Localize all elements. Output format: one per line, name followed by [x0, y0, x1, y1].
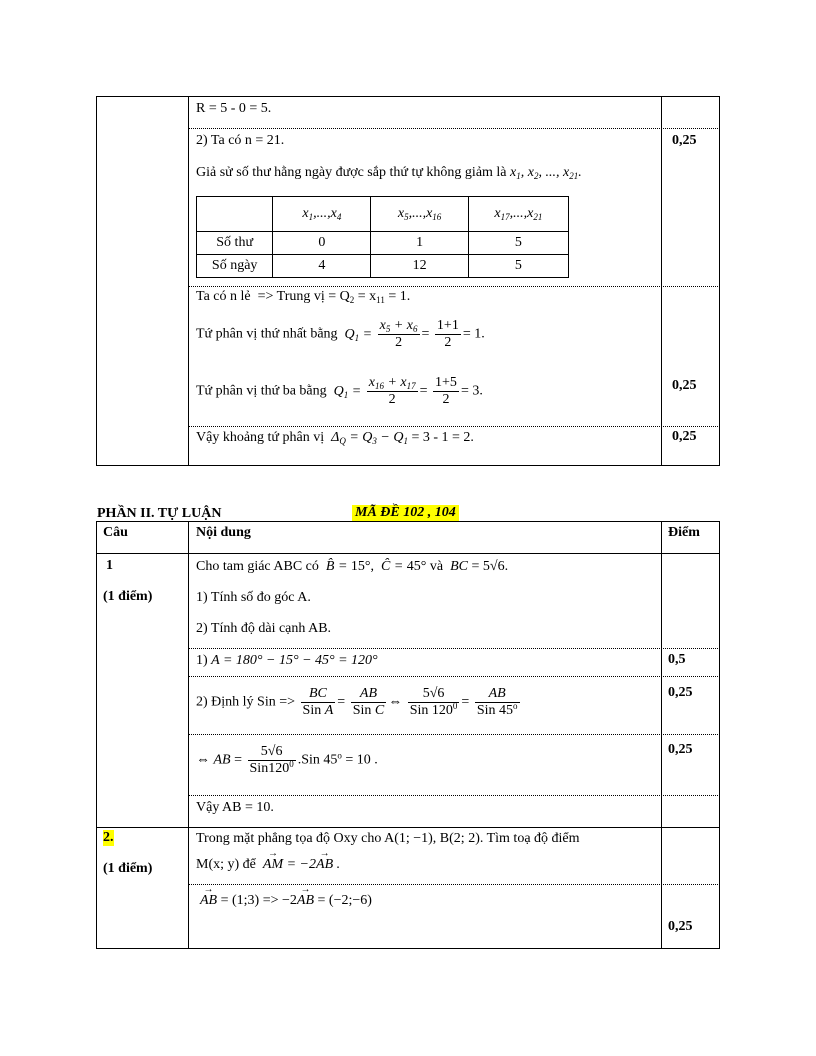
q1-prompt-mid1: 15°, — [350, 559, 374, 574]
q3-symbol: $Q_1$ = — [330, 383, 362, 400]
q2-answer-line: = (1;3) => −2 — [220, 893, 297, 908]
freq-cell: 0 — [273, 232, 371, 255]
freq-row-label: Số thư — [197, 232, 273, 255]
sin-fraction-4: $\frac{AB}{Sin 45^o}$ — [476, 686, 518, 718]
q3-label: Tứ phân vị thứ ba bằng — [196, 383, 327, 399]
q2-prompt-line2-start: M(x; y) để — [196, 857, 256, 872]
q2-prompt-line1: Trong mặt phẳng tọa độ Oxy cho A(1; −1), B(2; 2). Tìm toạ độ điểm — [196, 831, 580, 846]
iqr-result: = 3 - 1 = 2. — [411, 430, 474, 445]
vector-condition: → AM = −2→ AB . — [259, 857, 340, 872]
q2-points: (1 điểm) — [103, 861, 153, 876]
freq-row-label: Số ngày — [197, 255, 273, 278]
vector-ab-2: → AB — [297, 893, 314, 909]
q1-prompt — [196, 559, 508, 575]
header-cau: Câu — [103, 525, 128, 540]
freq-cell: 5 — [468, 232, 568, 255]
top-row-divider-2 — [188, 286, 720, 287]
sorted-text — [196, 165, 582, 181]
score-2: 0,25 — [672, 378, 697, 393]
q1-conclusion: Vậy AB = 10. — [196, 800, 274, 815]
q1-sub1: 1) Tính số đo góc A. — [196, 590, 311, 605]
score-3: 0,25 — [672, 429, 697, 444]
score-q1-a: 0,5 — [668, 652, 686, 667]
q2-answer-tail: = (−2;−6) — [317, 893, 372, 908]
frequency-table — [196, 196, 569, 278]
sin-fraction-1: $\frac{BC}{\text{Sin A}}$ — [302, 686, 334, 718]
q1-line: Tứ phân vị thứ nhất bằng $Q_1$ = $\frac{x_5 + x_6}{2}$ = $\frac{1+1}{2}$ = 1. — [196, 318, 485, 350]
freq-header-empty — [197, 197, 273, 232]
q1-answer-1-formula: A = 180° − 15° − 45° = 120° — [211, 653, 378, 668]
section-title: PHẦN II. TỰ LUẬN — [97, 506, 222, 521]
q1-number: 1 — [106, 558, 113, 573]
sin-fraction-2: $\frac{AB}{\text{Sin C}}$ — [352, 686, 385, 718]
q1-fraction-1: $\frac{x_5 + x_6}{2}$ — [379, 318, 418, 350]
top-table-frame — [96, 96, 720, 466]
top-col-divider-2 — [661, 96, 662, 466]
iqr-symbol: $\Delta_Q = Q_3 - Q_1$ — [327, 430, 408, 446]
header-noi-dung: Nội dung — [196, 525, 251, 540]
q3-line: Tứ phân vị thứ ba bằng $Q_1$ = $\frac{x_{16} + x_{17}}{2}$ = $\frac{1+5}{2}$ = 3. — [196, 375, 483, 407]
ab-fraction: $\frac{5√6}{Sin120^0}$ — [249, 744, 294, 776]
q3-fraction-1: $\frac{x_{16} + x_{17}}{2}$ — [368, 375, 416, 407]
score-q2: 0,25 — [668, 919, 693, 934]
answer-header-divider — [96, 553, 720, 554]
score-1: 0,25 — [672, 133, 697, 148]
q1-prompt-end: = 5√6. — [471, 559, 509, 574]
q3-fraction-2: $\frac{1+5}{2}$ — [435, 375, 457, 407]
freq-cell: 5 — [468, 255, 568, 278]
freq-cell: 4 — [273, 255, 371, 278]
exam-code: MÃ ĐỀ 102 , 104 — [352, 505, 459, 521]
iqr-line — [196, 430, 474, 446]
item2-intro: 2) Ta có n = 21. — [196, 133, 285, 148]
score-q1-c: 0,25 — [668, 742, 693, 757]
freq-row-letters — [197, 232, 569, 255]
freq-cell: 1 — [371, 232, 468, 255]
freq-cell: 12 — [371, 255, 468, 278]
iqr-label: Vậy khoảng tứ phân vị — [196, 430, 325, 445]
q2-divider-1 — [188, 884, 720, 885]
sorted-text-label: Giả sử số thư hằng ngày được sắp thứ tự không giảm là — [196, 165, 507, 180]
q1-answer-2-prefix: 2) Định lý Sin => — [196, 694, 296, 710]
top-row-divider-1 — [188, 128, 720, 129]
top-col-divider-1 — [188, 96, 189, 466]
answer-q2-divider — [96, 827, 720, 828]
q1-divider-3 — [188, 734, 720, 735]
freq-header-2: $x_5,...,x_{16}$ — [371, 197, 468, 232]
angle-b: B̂ = — [322, 559, 348, 574]
freq-header-row — [197, 197, 569, 232]
q2-prompt-line2 — [196, 857, 340, 873]
q1-answer-1-prefix: 1) — [196, 653, 208, 668]
header-diem: Điểm — [668, 525, 700, 540]
freq-header-1: $x_1,...,x_4$ — [273, 197, 371, 232]
q1-divider-2 — [188, 676, 720, 677]
freq-header-3: $x_{17},...,x_{21}$ — [468, 197, 568, 232]
median-line: Ta có n lẻ => Trung vị = $Q_2 = x_{11} = 1$. — [196, 289, 411, 305]
freq-row-days — [197, 255, 569, 278]
q1-prompt-start: Cho tam giác ABC có — [196, 559, 319, 574]
q1-points: (1 điểm) — [103, 589, 153, 604]
score-q1-b: 0,25 — [668, 685, 693, 700]
side-bc: BC — [446, 559, 468, 574]
sin-fraction-3: $\frac{5√6}{Sin 120^0}$ — [409, 686, 458, 718]
q2-number: 2. — [103, 830, 114, 845]
r-line: R = 5 - 0 = 5. — [196, 101, 272, 116]
q1-prompt-mid2: 45° và — [406, 559, 444, 574]
top-row-divider-3 — [188, 426, 720, 427]
q1-symbol: $Q_1$ = — [341, 326, 373, 343]
q1-divider-1 — [188, 648, 720, 649]
q1-divider-4 — [188, 795, 720, 796]
q1-sub2: 2) Tính độ dài cạnh AB. — [196, 621, 332, 636]
angle-c: Ĉ = — [377, 559, 404, 574]
q2-answer — [200, 893, 372, 909]
sorted-sequence: $x_1$, $x_2$, ..., $x_{21}$. — [510, 165, 582, 181]
q1-answer-1 — [196, 653, 378, 669]
q1-label: Tứ phân vị thứ nhất bằng — [196, 326, 338, 342]
q1-fraction-2: $\frac{1+1}{2}$ — [436, 318, 459, 350]
vector-ab: → AB — [200, 893, 217, 909]
q1-answer-3: ⇔ AB = $\frac{5√6}{Sin120^0}$ .Sin $45^o = 10$ . — [196, 744, 378, 776]
q1-answer-2: 2) Định lý Sin => $\frac{BC}{\text{Sin A}}$ = $\frac{AB}{\text{Sin C}}$ ⇔ $\frac{5√6}{Sin 120^0}$ = $\frac{AB}{Sin 45^o}$ — [196, 686, 518, 718]
